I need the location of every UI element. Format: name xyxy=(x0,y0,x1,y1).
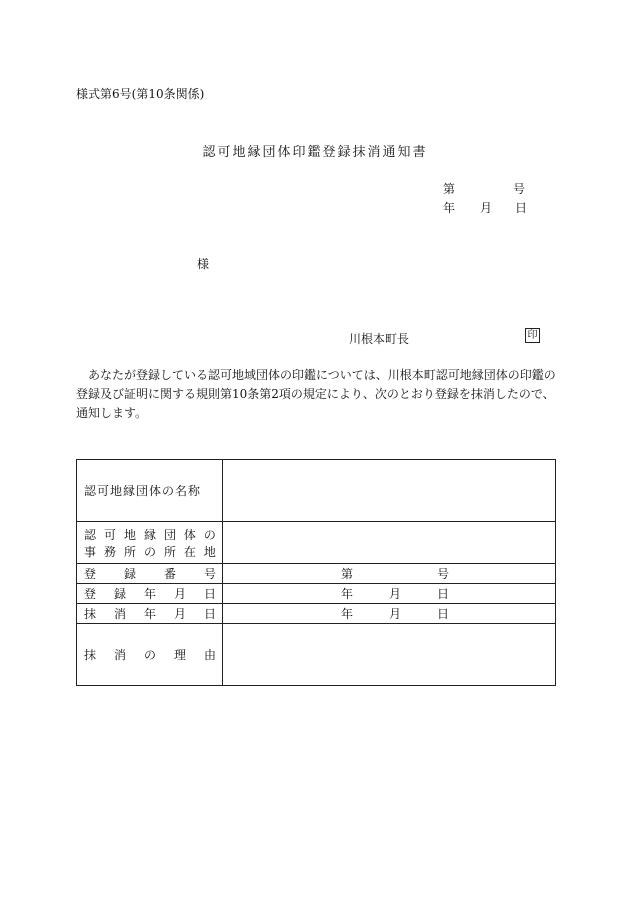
label-char: 録 xyxy=(113,587,126,601)
label-char: 消 xyxy=(113,648,126,662)
label-char: 日 xyxy=(203,607,216,621)
value-line xyxy=(223,585,555,602)
value-association-name xyxy=(223,460,556,522)
value-line xyxy=(223,605,555,622)
label-char: 認 xyxy=(84,527,97,542)
value-cancellation-reason xyxy=(223,624,556,686)
label-association-name xyxy=(77,460,223,522)
label-char: 登 xyxy=(84,567,97,581)
table-row xyxy=(77,564,556,584)
label-char: 抹 xyxy=(84,648,97,662)
table-row xyxy=(77,522,556,564)
label-registration-date xyxy=(77,584,223,604)
label-char: 団 xyxy=(163,527,176,542)
label-line xyxy=(84,543,216,560)
label-char: 在 xyxy=(183,544,196,559)
table-row xyxy=(77,624,556,686)
label-char: 地 xyxy=(203,544,216,559)
document-title: 認可地縁団体印鑑登録抹消通知書 xyxy=(202,145,428,160)
seal-mark: 印 xyxy=(525,328,540,343)
label-cancellation-reason xyxy=(77,624,223,686)
label-char: の xyxy=(143,648,156,662)
label-char: 年 xyxy=(143,607,156,621)
label-char: の xyxy=(203,527,216,542)
label-text: 認可地縁団体の名称 xyxy=(84,484,202,498)
value-office-address xyxy=(223,522,556,564)
value-char: 日 xyxy=(437,587,450,601)
label-char: 月 xyxy=(173,607,186,621)
label-char: 所 xyxy=(163,544,176,559)
label-line xyxy=(84,526,216,543)
issue-year-label: 年 xyxy=(443,201,456,215)
label-office-address xyxy=(77,522,223,564)
label-char: 番 xyxy=(163,567,176,581)
document-number-prefix: 第 xyxy=(443,182,456,196)
label-registration-number xyxy=(77,564,223,584)
issuer-name: 川根本町長 xyxy=(349,332,410,346)
table-row xyxy=(77,584,556,604)
table-row xyxy=(77,460,556,522)
form-number: 様式第6号(第10条関係) xyxy=(76,87,205,101)
label-char: 号 xyxy=(203,567,216,581)
label-char: 可 xyxy=(103,527,116,542)
value-char: 号 xyxy=(437,567,450,581)
value-registration-number xyxy=(223,564,556,584)
value-line xyxy=(223,565,555,582)
value-registration-date xyxy=(223,584,556,604)
value-char: 月 xyxy=(389,607,402,621)
value-char: 日 xyxy=(437,607,450,621)
table-row xyxy=(77,604,556,624)
issue-month-label: 月 xyxy=(480,201,493,215)
label-char: 年 xyxy=(143,587,156,601)
label-char: 理 xyxy=(173,648,186,662)
value-char: 第 xyxy=(341,567,354,581)
label-line xyxy=(84,605,216,622)
document-number-suffix: 号 xyxy=(513,182,526,196)
notice-body: あなたが登録している認可地域団体の印鑑については、川根本町認可地縁団体の印鑑の登録及び証明に関する規則第10条第2項の規定により、次のとおり登録を抹消したので、通知します。 xyxy=(76,368,556,420)
label-char: 事 xyxy=(84,544,97,559)
label-char: 地 xyxy=(123,527,136,542)
label-line xyxy=(84,565,216,582)
label-line xyxy=(84,585,216,602)
label-char: 所 xyxy=(123,544,136,559)
value-cancellation-date xyxy=(223,604,556,624)
addressee-honorific: 様 xyxy=(197,257,210,271)
label-char: 抹 xyxy=(84,607,97,621)
label-char: 縁 xyxy=(143,527,156,542)
label-char: 日 xyxy=(203,587,216,601)
label-char: 由 xyxy=(203,648,216,662)
label-char: の xyxy=(143,544,156,559)
value-char: 月 xyxy=(389,587,402,601)
label-line xyxy=(84,646,216,663)
label-char: 録 xyxy=(123,567,136,581)
label-char: 登 xyxy=(84,587,97,601)
value-char: 年 xyxy=(341,607,354,621)
label-char: 体 xyxy=(183,527,196,542)
label-cancellation-date xyxy=(77,604,223,624)
issue-day-label: 日 xyxy=(515,201,528,215)
value-char: 年 xyxy=(341,587,354,601)
details-table xyxy=(76,459,556,686)
label-char: 消 xyxy=(113,607,126,621)
label-char: 月 xyxy=(173,587,186,601)
label-char: 務 xyxy=(103,544,116,559)
